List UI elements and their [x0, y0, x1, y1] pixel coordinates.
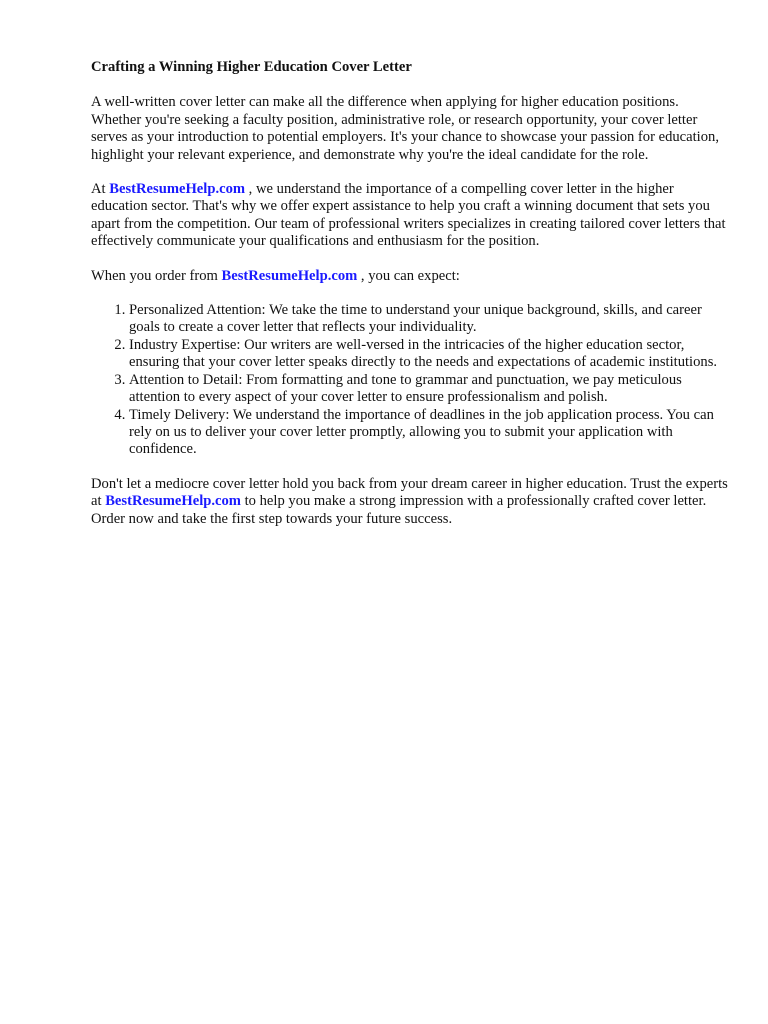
service-text-after: , we understand the importance of a compelling cover letter in the higher education sector. That's why we offer expert assistance to help you craft a winning document that sets you apart from the competition. Our team of professional writers specializes in creating tailored cover letters that effectively communicate your qualifications and enthusiasm for the position. [91, 181, 726, 250]
service-paragraph [91, 181, 731, 251]
bestresumehelp-link[interactable]: BestResumeHelp.com [221, 267, 358, 284]
list-item: 2. Industry Expertise: Our writers are well-versed in the intricacies of the higher education sector, ensuring that your cover letter speaks directly to the needs and expectations of academic institutions. [129, 337, 731, 372]
closing-paragraph [91, 476, 731, 528]
bestresumehelp-link[interactable]: BestResumeHelp.com [109, 181, 246, 198]
order-text-after: , you can expect: [357, 267, 460, 284]
benefits-list [91, 302, 731, 459]
document-title: Crafting a Winning Higher Education Cover Letter [91, 59, 412, 75]
order-paragraph [91, 268, 731, 285]
closing-text-after: to help you make a strong impression with a professionally crafted cover letter. Order now and take the first step towards your future success. [91, 493, 707, 527]
bestresumehelp-link[interactable]: BestResumeHelp.com [105, 493, 241, 510]
intro-paragraph: A well-written cover letter can make all the difference when applying for higher education positions. Whether you're seeking a faculty position, administrative role, or research opportunity, your cover letter serves as your introduction to potential employers. It's your chance to showcase your passion for education, highlight your relevant experience, and demonstrate why you're the ideal candidate for the role. [91, 94, 719, 163]
order-text-before: When you order from [91, 267, 222, 284]
list-item: 4. Timely Delivery: We understand the importance of deadlines in the job application process. You can rely on us to deliver your cover letter promptly, allowing you to submit your application with confidence. [129, 407, 731, 459]
list-item: 3. Attention to Detail: From formatting and tone to grammar and punctuation, we pay meticulous attention to every aspect of your cover letter to ensure professionalism and polish. [129, 372, 731, 407]
closing-text-before: Don't let a mediocre cover letter hold you back from your dream career in higher education. Trust the experts at [91, 475, 728, 510]
list-item: 1. Personalized Attention: We take the time to understand your unique background, skills, and career goals to create a cover letter that reflects your individuality. [129, 302, 731, 337]
document-page [91, 59, 731, 545]
service-text-before: At [91, 181, 110, 198]
